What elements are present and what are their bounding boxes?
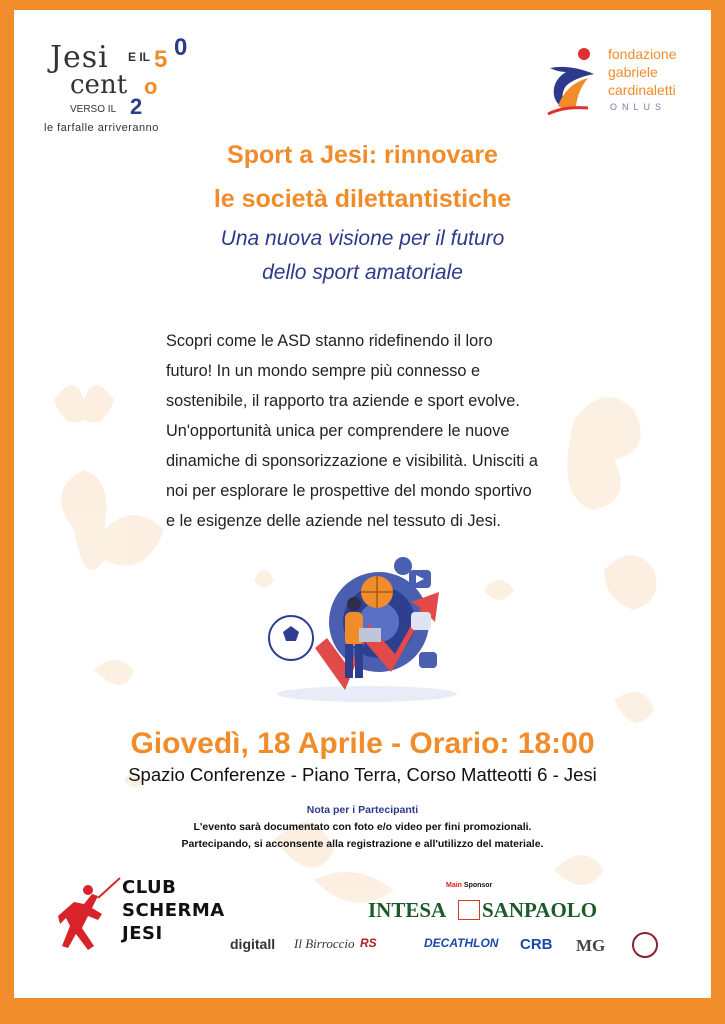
logo-jesi-text: Jesi xyxy=(50,40,109,75)
sanpaolo-text: SANPAOLO xyxy=(482,898,598,922)
logo-verso-il-text: VERSO IL xyxy=(70,104,117,115)
description-line: dinamiche di sponsorizzazione e visibilità. Unisciti a xyxy=(166,452,538,470)
note-line: L'evento sarà documentato con foto e/o video per fini promozionali. xyxy=(193,821,532,833)
flyer-page xyxy=(14,10,711,998)
sponsor-logos-row xyxy=(228,930,688,966)
event-title-line2: le società dilettantistiche xyxy=(213,185,512,213)
logo-digit-two: 2 xyxy=(130,94,143,119)
event-venue: Spazio Conferenze - Piano Terra, Corso Matteotti 6 - Jesi xyxy=(128,764,597,785)
club-name xyxy=(122,876,225,945)
note-line: Partecipando, si acconsente alla registrazione e all'utilizzo del materiale. xyxy=(181,838,544,850)
runner-figure-icon xyxy=(544,46,602,116)
club-name-line: CLUB xyxy=(122,877,177,898)
note-title: Nota per i Partecipanti xyxy=(306,804,419,816)
sponsor-decathlon-logo: DECATHLON xyxy=(424,936,499,950)
event-subtitle-line2: dello sport amatoriale xyxy=(262,261,463,284)
fondazione-cardinaletti-logo xyxy=(544,42,704,122)
intesa-text: INTESA xyxy=(368,898,447,922)
fondazione-line1: fondazione xyxy=(608,46,677,62)
logo-e-il-text: E IL xyxy=(128,50,151,64)
description-line: Scopri come le ASD stanno ridefinendo il loro xyxy=(166,332,493,350)
sports-marketing-illustration xyxy=(259,552,469,704)
main-sponsor-label-main: Main xyxy=(446,882,462,889)
event-description xyxy=(166,326,626,536)
intesa-sanpaolo-logo xyxy=(368,894,598,924)
fondazione-onlus: ONLUS xyxy=(610,102,667,112)
main-sponsor-label xyxy=(446,882,492,889)
club-scherma-jesi-logo xyxy=(54,876,224,956)
fondazione-line2: gabriele xyxy=(608,64,658,80)
sponsor-mg-logo: MG xyxy=(576,936,606,955)
logo-digit-zero: 0 xyxy=(174,34,188,61)
sponsor-rs-logo: RS xyxy=(360,936,377,950)
logo-tagline: le farfalle arriveranno xyxy=(44,122,159,134)
fondazione-line3: cardinaletti xyxy=(608,82,676,98)
intesa-sanpaolo-emblem-icon xyxy=(458,900,480,920)
sponsor-birroccio-logo: Il Birroccio xyxy=(294,936,355,951)
club-name-line: SCHERMA xyxy=(122,900,225,921)
sponsor-crest-logo-icon xyxy=(632,932,658,958)
description-line: sostenibile, il rapporto tra aziende e sport evolve. xyxy=(166,392,520,410)
main-sponsor-label-sponsor: Sponsor xyxy=(463,882,493,889)
description-line: e le esigenze delle aziende nel tessuto di Jesi. xyxy=(166,512,501,530)
description-line: Un'opportunità unica per comprendere le nuove xyxy=(166,422,510,440)
sponsor-digitall-logo: digitall xyxy=(230,936,276,952)
event-subtitle-line1: Una nuova visione per il futuro xyxy=(220,227,505,250)
club-name-line: JESI xyxy=(122,923,163,944)
sponsor-crb-logo: CRB xyxy=(520,936,553,953)
logo-digit-five: 5 xyxy=(154,46,168,73)
description-line: noi per esplorare le prospettive del mondo sportivo xyxy=(166,482,532,500)
fencer-icon xyxy=(54,876,122,952)
description-line: futuro! In un mondo sempre più connesso e xyxy=(166,362,481,380)
jesi-e-il-cento-logo xyxy=(32,28,202,138)
event-title-line1: Sport a Jesi: rinnovare xyxy=(227,141,498,169)
logo-cento-text: cent xyxy=(70,70,128,100)
logo-o-text: o xyxy=(144,74,158,99)
event-date-time: Giovedì, 18 Aprile - Orario: 18:00 xyxy=(130,727,595,760)
